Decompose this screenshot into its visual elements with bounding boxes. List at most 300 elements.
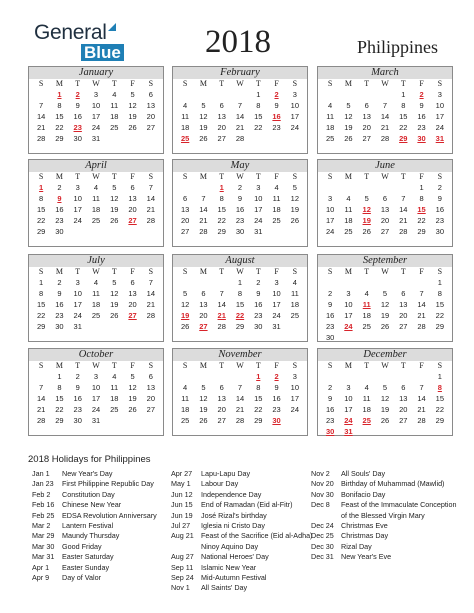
holiday-day: 2 <box>419 90 424 99</box>
holiday-date: Apr 9 <box>32 572 50 582</box>
day-cell: 9 <box>437 194 442 203</box>
day-empty <box>321 277 339 288</box>
day-cell: 23 <box>325 322 335 331</box>
month-march <box>317 66 453 154</box>
day-cell: 8 <box>219 194 224 203</box>
day-cell: 12 <box>290 194 300 203</box>
day-cell: 28 <box>417 416 426 425</box>
day-empty <box>394 371 412 382</box>
day-empty <box>176 89 194 100</box>
day-cell: 22 <box>55 405 64 414</box>
day-cell: 7 <box>401 194 406 203</box>
day-empty <box>412 277 430 288</box>
holiday-name: Islamic New Year <box>201 562 257 572</box>
weekday-header: T <box>75 79 81 88</box>
holiday-name: All Souls' Day <box>341 469 386 478</box>
day-cell: 26 <box>110 216 119 225</box>
weekday-header: M <box>199 361 207 370</box>
holiday-name: Feast of the Sacrifice (Eid al-Adha) <box>201 531 313 541</box>
day-cell: 21 <box>235 123 245 132</box>
month-days-grid <box>318 172 452 237</box>
day-cell: 19 <box>344 123 353 132</box>
weekday-header: S <box>292 79 298 88</box>
holiday-day: 31 <box>435 134 445 143</box>
weekday-header: W <box>92 267 100 276</box>
day-cell: 12 <box>110 289 119 298</box>
day-cell: 18 <box>325 123 335 132</box>
day-cell: 23 <box>73 405 82 414</box>
holiday-day: 21 <box>217 311 226 320</box>
day-cell: 25 <box>362 322 371 331</box>
day-cell: 13 <box>199 300 208 309</box>
holiday-date: Dec 8 <box>311 500 330 510</box>
day-cell: 2 <box>437 183 442 192</box>
day-cell: 6 <box>219 101 224 110</box>
day-cell: 2 <box>237 183 243 192</box>
day-cell: 24 <box>73 311 82 320</box>
day-cell: 17 <box>325 216 335 225</box>
day-empty <box>176 371 194 382</box>
month-days-grid <box>29 172 163 237</box>
holiday-name: Lapu-Lapu Day <box>201 469 251 478</box>
day-cell: 20 <box>380 216 390 225</box>
day-cell: 8 <box>39 289 44 298</box>
day-cell: 30 <box>435 227 445 236</box>
holiday-date: Nov 20 <box>311 479 334 489</box>
holiday-date: Jan 1 <box>32 469 50 478</box>
day-cell: 16 <box>73 112 82 121</box>
weekday-header: S <box>437 361 443 370</box>
weekday-header: W <box>92 172 100 181</box>
day-cell: 14 <box>399 205 408 214</box>
day-cell: 29 <box>235 322 245 331</box>
day-cell: 21 <box>199 216 208 225</box>
holiday-name: Christmas Eve <box>341 520 388 530</box>
day-cell: 2 <box>57 278 62 287</box>
month-october <box>28 348 164 436</box>
day-cell: 16 <box>272 394 281 403</box>
weekday-header: S <box>292 267 298 276</box>
holiday-day: 8 <box>437 383 442 392</box>
holiday-day: 15 <box>417 205 426 214</box>
day-cell: 6 <box>183 194 188 203</box>
day-cell: 3 <box>346 383 351 392</box>
holiday-item <box>171 573 335 583</box>
day-cell: 15 <box>435 300 445 309</box>
day-empty <box>321 182 339 193</box>
weekday-header: W <box>236 267 244 276</box>
weekday-header: T <box>255 172 261 181</box>
day-cell: 14 <box>417 300 426 309</box>
holiday-day: 9 <box>57 194 62 203</box>
holiday-item <box>311 542 474 552</box>
day-cell: 11 <box>110 101 119 110</box>
day-cell: 3 <box>346 289 351 298</box>
day-empty <box>412 371 430 382</box>
weekday-header: M <box>55 172 63 181</box>
day-cell: 8 <box>256 101 261 110</box>
day-cell: 13 <box>146 101 156 110</box>
day-cell: 13 <box>362 112 371 121</box>
day-cell: 28 <box>199 227 208 236</box>
country-name: Philippines <box>356 37 438 57</box>
weekday-header: T <box>400 267 406 276</box>
holiday-date: Feb 25 <box>32 510 55 520</box>
month-title: February <box>173 67 307 79</box>
day-cell: 2 <box>57 183 62 192</box>
day-cell: 7 <box>148 278 153 287</box>
day-cell: 17 <box>254 205 263 214</box>
month-title: May <box>173 160 307 172</box>
day-cell: 5 <box>201 383 206 392</box>
weekday-header: T <box>364 79 370 88</box>
weekday-header: F <box>419 79 424 88</box>
day-empty <box>32 89 50 100</box>
day-cell: 5 <box>346 101 351 110</box>
day-cell: 17 <box>290 112 300 121</box>
day-cell: 16 <box>55 300 64 309</box>
day-empty <box>321 89 339 100</box>
holiday-day: 2 <box>274 372 279 381</box>
day-cell: 6 <box>148 372 153 381</box>
day-cell: 28 <box>217 322 226 331</box>
day-cell: 19 <box>199 123 208 132</box>
holiday-date: Sep 11 <box>171 562 194 572</box>
day-cell: 15 <box>435 394 445 403</box>
day-cell: 5 <box>130 372 135 381</box>
day-cell: 2 <box>256 278 261 287</box>
holidays-title: 2018 Holidays for Philippines <box>28 454 151 465</box>
holiday-name: Maundy Thursday <box>62 531 120 541</box>
holiday-date: Apr 1 <box>32 562 50 572</box>
holiday-day: 19 <box>180 311 190 320</box>
day-cell: 15 <box>254 394 263 403</box>
day-cell: 14 <box>217 300 226 309</box>
weekday-header: M <box>199 79 207 88</box>
month-title: November <box>173 349 307 361</box>
day-cell: 2 <box>328 289 333 298</box>
holiday-day: 30 <box>272 416 281 425</box>
weekday-header: S <box>182 79 188 88</box>
day-cell: 17 <box>91 394 101 403</box>
day-cell: 25 <box>180 416 190 425</box>
month-days-grid <box>173 172 307 237</box>
holiday-name: Chinese New Year <box>62 500 122 510</box>
day-cell: 8 <box>419 194 424 203</box>
day-cell: 26 <box>290 216 300 225</box>
day-cell: 28 <box>235 416 245 425</box>
month-days-grid <box>29 361 163 426</box>
day-cell: 27 <box>380 227 390 236</box>
day-cell: 5 <box>130 90 135 99</box>
holiday-day: 2 <box>75 90 80 99</box>
day-cell: 17 <box>272 300 281 309</box>
day-cell: 14 <box>380 112 390 121</box>
holiday-name: Bonifacio Day <box>341 489 386 499</box>
holiday-day: 11 <box>362 300 371 309</box>
day-cell: 7 <box>39 101 44 110</box>
day-cell: 25 <box>91 216 101 225</box>
day-cell: 1 <box>437 372 442 381</box>
day-cell: 25 <box>272 216 281 225</box>
day-cell: 24 <box>254 216 263 225</box>
holiday-date: Dec 24 <box>311 520 334 530</box>
day-cell: 26 <box>199 134 208 143</box>
day-cell: 22 <box>36 311 46 320</box>
day-cell: 18 <box>272 205 281 214</box>
day-cell: 6 <box>219 383 224 392</box>
day-empty <box>194 89 212 100</box>
day-cell: 21 <box>399 216 408 225</box>
weekday-header: S <box>38 79 44 88</box>
weekday-header: S <box>327 172 333 181</box>
day-cell: 28 <box>380 134 390 143</box>
weekday-header: T <box>219 79 225 88</box>
weekday-header: T <box>400 172 406 181</box>
weekday-header: F <box>130 361 135 370</box>
day-cell: 7 <box>219 289 224 298</box>
day-cell: 5 <box>201 101 206 110</box>
day-cell: 16 <box>254 300 263 309</box>
weekday-header: S <box>148 172 154 181</box>
weekday-header: T <box>75 172 81 181</box>
weekday-header: T <box>400 361 406 370</box>
holiday-name: New Year's Eve <box>341 552 392 562</box>
day-cell: 27 <box>399 322 408 331</box>
holiday-item <box>32 573 170 583</box>
month-title: October <box>29 349 163 361</box>
holiday-date: Feb 2 <box>32 489 51 499</box>
day-cell: 6 <box>401 383 406 392</box>
holiday-date: Aug 21 <box>171 531 194 541</box>
day-cell: 3 <box>437 90 442 99</box>
day-cell: 7 <box>39 383 44 392</box>
day-cell: 22 <box>417 216 426 225</box>
day-cell: 29 <box>254 416 263 425</box>
day-cell: 4 <box>328 101 333 110</box>
day-cell: 6 <box>401 289 406 298</box>
day-empty <box>339 182 357 193</box>
holiday-day: 25 <box>180 134 190 143</box>
day-cell: 18 <box>91 205 101 214</box>
day-cell: 30 <box>73 416 82 425</box>
day-cell: 20 <box>399 311 408 320</box>
day-cell: 15 <box>55 394 64 403</box>
day-cell: 4 <box>112 372 117 381</box>
day-cell: 24 <box>91 405 101 414</box>
holiday-date: May 1 <box>171 479 191 489</box>
day-cell: 30 <box>254 322 263 331</box>
holiday-item <box>311 469 474 479</box>
day-cell: 9 <box>57 289 62 298</box>
day-cell: 18 <box>91 300 101 309</box>
weekday-header: S <box>38 172 44 181</box>
day-empty <box>339 371 357 382</box>
month-may <box>172 159 308 247</box>
day-cell: 20 <box>180 216 190 225</box>
day-cell: 13 <box>399 394 408 403</box>
day-cell: 26 <box>380 416 390 425</box>
month-days-grid <box>318 361 452 437</box>
day-cell: 4 <box>183 101 188 110</box>
day-cell: 7 <box>201 194 206 203</box>
day-cell: 9 <box>75 101 80 110</box>
day-cell: 21 <box>380 123 390 132</box>
day-cell: 14 <box>146 194 156 203</box>
holiday-name: Rizal Day <box>341 541 372 551</box>
day-cell: 9 <box>328 394 333 403</box>
holiday-day: 24 <box>344 322 353 331</box>
day-cell: 30 <box>55 227 64 236</box>
weekday-header: W <box>381 172 389 181</box>
day-cell: 3 <box>274 278 279 287</box>
holiday-item <box>32 511 170 521</box>
day-cell: 18 <box>180 123 190 132</box>
day-cell: 1 <box>419 183 424 192</box>
holiday-date: Dec 25 <box>311 531 334 541</box>
holiday-name: José Rizal's birthday <box>201 510 267 520</box>
day-empty <box>376 89 394 100</box>
day-cell: 15 <box>55 112 64 121</box>
day-cell: 19 <box>290 205 300 214</box>
day-cell: 29 <box>36 322 46 331</box>
day-cell: 10 <box>290 383 300 392</box>
day-cell: 5 <box>183 289 188 298</box>
day-empty <box>213 371 231 382</box>
weekday-header: S <box>327 361 333 370</box>
weekday-header: T <box>364 172 370 181</box>
holiday-item <box>32 552 170 562</box>
day-cell: 4 <box>93 183 99 192</box>
holiday-item <box>311 511 474 521</box>
day-cell: 28 <box>235 134 245 143</box>
holiday-date: Jan 23 <box>32 479 54 489</box>
holiday-day: 31 <box>344 427 353 436</box>
day-cell: 6 <box>382 194 388 203</box>
holiday-day: 2 <box>274 90 279 99</box>
day-cell: 6 <box>201 289 206 298</box>
day-cell: 8 <box>401 101 406 110</box>
weekday-header: M <box>199 172 207 181</box>
holiday-column <box>32 469 170 583</box>
holiday-day: 22 <box>235 311 245 320</box>
holiday-column <box>311 469 474 563</box>
day-cell: 22 <box>36 216 46 225</box>
month-days-grid <box>29 79 163 144</box>
day-cell: 9 <box>237 194 243 203</box>
day-empty <box>339 277 357 288</box>
holiday-day: 1 <box>256 372 261 381</box>
day-cell: 29 <box>55 416 64 425</box>
day-cell: 4 <box>346 194 351 203</box>
holiday-name: Easter Saturday <box>62 552 114 562</box>
day-cell: 22 <box>435 311 445 320</box>
day-cell: 10 <box>254 194 263 203</box>
month-title: April <box>29 160 163 172</box>
holiday-name: First Philippine Republic Day <box>62 479 154 489</box>
holiday-day: 1 <box>57 90 62 99</box>
weekday-header: T <box>219 267 225 276</box>
day-cell: 23 <box>272 123 281 132</box>
day-cell: 6 <box>364 101 369 110</box>
day-cell: 4 <box>364 289 369 298</box>
weekday-header: S <box>437 79 443 88</box>
day-cell: 23 <box>55 311 64 320</box>
day-cell: 5 <box>364 194 369 203</box>
day-cell: 20 <box>217 405 226 414</box>
day-cell: 13 <box>128 194 137 203</box>
day-cell: 17 <box>344 311 353 320</box>
weekday-header: M <box>55 79 63 88</box>
weekday-header: T <box>75 361 81 370</box>
holiday-day: 27 <box>199 322 208 331</box>
day-cell: 25 <box>325 134 335 143</box>
day-cell: 8 <box>39 194 44 203</box>
day-cell: 11 <box>92 194 100 203</box>
day-cell: 21 <box>417 311 426 320</box>
day-cell: 12 <box>110 194 119 203</box>
day-cell: 27 <box>217 416 226 425</box>
weekday-header: W <box>236 361 244 370</box>
month-november <box>172 348 308 436</box>
day-cell: 8 <box>57 383 62 392</box>
day-cell: 28 <box>399 227 408 236</box>
day-cell: 27 <box>362 134 371 143</box>
day-cell: 16 <box>435 205 445 214</box>
day-empty <box>194 277 212 288</box>
holiday-date: Mar 30 <box>32 541 55 551</box>
holiday-date <box>311 511 341 521</box>
day-cell: 11 <box>362 394 371 403</box>
day-cell: 14 <box>235 112 245 121</box>
holiday-day: 27 <box>128 311 137 320</box>
month-title: March <box>318 67 452 79</box>
day-cell: 6 <box>130 183 135 192</box>
holiday-name: All Saints' Day <box>201 583 248 593</box>
weekday-header: M <box>344 79 352 88</box>
holiday-name: Day of Valor <box>62 572 102 582</box>
holiday-item <box>311 531 474 541</box>
day-cell: 20 <box>146 112 156 121</box>
day-cell: 19 <box>380 311 390 320</box>
day-cell: 2 <box>328 383 333 392</box>
day-cell: 13 <box>180 205 190 214</box>
holiday-item <box>311 490 474 500</box>
weekday-header: F <box>419 361 424 370</box>
month-days-grid <box>173 361 307 426</box>
month-august <box>172 254 308 342</box>
holiday-day: 1 <box>39 183 44 192</box>
weekday-header: M <box>344 172 352 181</box>
day-cell: 3 <box>292 90 297 99</box>
day-cell: 19 <box>110 300 119 309</box>
day-cell: 10 <box>91 101 101 110</box>
holiday-item <box>311 521 474 531</box>
day-cell: 27 <box>399 416 408 425</box>
holiday-day: 24 <box>344 416 353 425</box>
day-cell: 23 <box>235 216 245 225</box>
holiday-name: Birthday of Muhammad (Mawlid) <box>341 479 445 489</box>
day-cell: 9 <box>256 289 261 298</box>
day-cell: 22 <box>55 123 64 132</box>
day-empty <box>376 277 394 288</box>
day-cell: 3 <box>256 183 261 192</box>
day-cell: 19 <box>128 112 137 121</box>
day-empty <box>194 371 212 382</box>
holiday-name: Independence Day <box>201 489 262 499</box>
day-cell: 3 <box>93 90 99 99</box>
day-cell: 18 <box>362 405 371 414</box>
